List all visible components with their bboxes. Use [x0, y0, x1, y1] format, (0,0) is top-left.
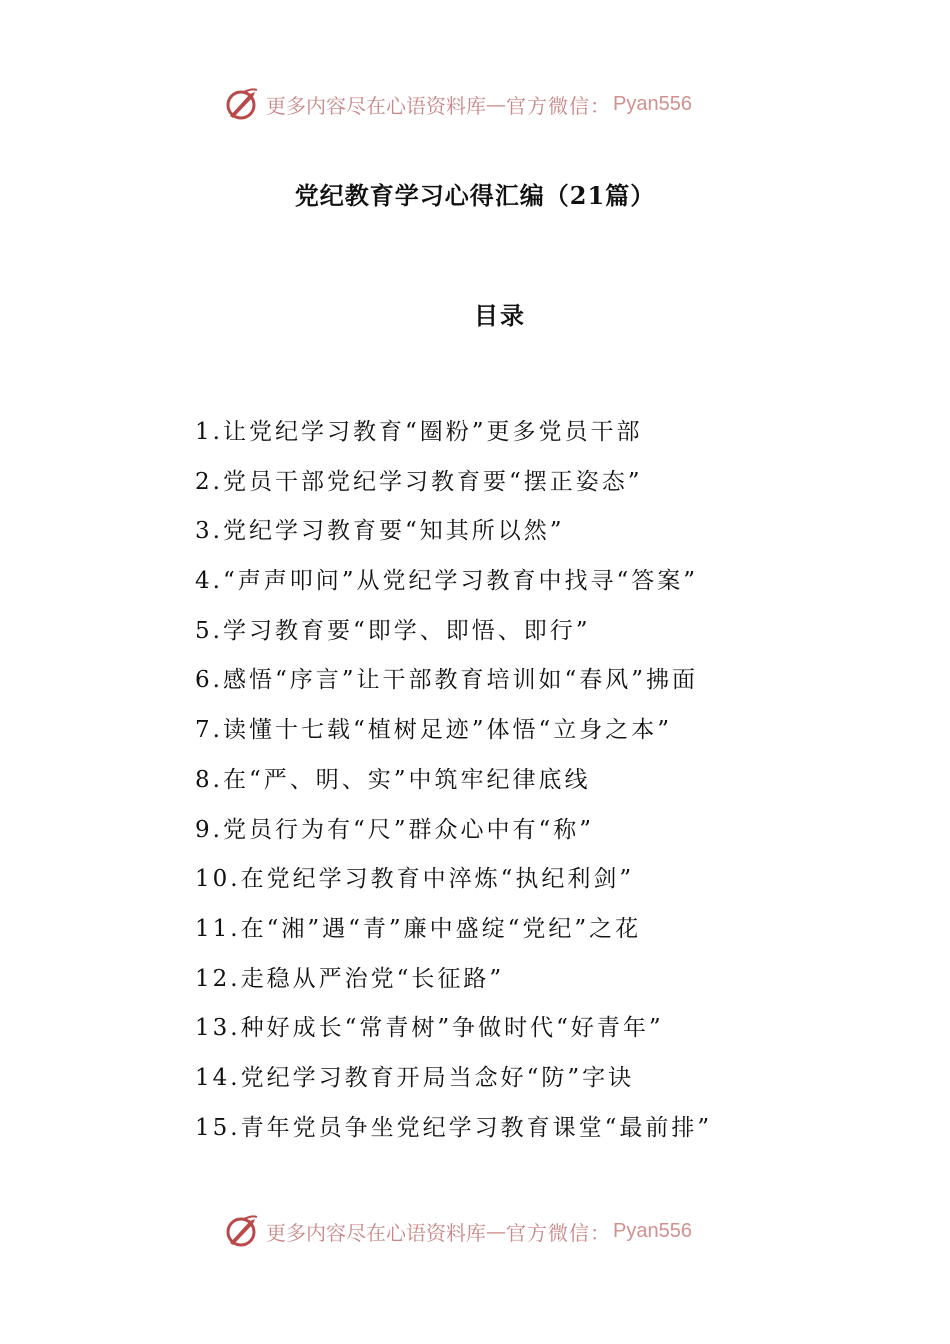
watermark-wechat-label: 官方微信：: [506, 93, 611, 118]
header-watermark: [224, 84, 744, 124]
document-title: 党纪教育学习心得汇编（21篇）: [294, 181, 656, 210]
toc-item: 15.青年党员争坐党纪学习教育课堂“最前排”: [195, 1114, 713, 1141]
toc-item: 9.党员行为有“尺”群众心中有“称”: [195, 816, 594, 843]
toc-item: 10.在党纪学习教育中淬炼“执纪利剑”: [195, 866, 635, 893]
toc-item: 14.党纪学习教育开局当念好“防”字诀: [195, 1064, 635, 1091]
watermark-text: 更多内容尽在心语资料库: [266, 93, 486, 118]
toc-list: [195, 411, 895, 1156]
watermark-wechat-id: Pyan556: [613, 92, 692, 115]
watermark-wechat-label: 官方微信：: [506, 1220, 611, 1245]
toc-item: 12.走稳从严治党“长征路”: [195, 965, 505, 992]
toc-heading: 目录: [474, 301, 526, 330]
toc-item: 11.在“湘”遇“青”廉中盛绽“党纪”之花: [195, 915, 642, 942]
toc-item: 5.学习教育要“即学、即悟、即行”: [195, 617, 591, 644]
watermark-dash: —: [486, 1219, 506, 1243]
watermark-dash: —: [486, 92, 506, 116]
toc-item: 8.在“严、明、实”中筑牢纪律底线: [195, 766, 591, 793]
toc-item: 2.党员干部党纪学习教育要“摆正姿态”: [195, 468, 643, 495]
pen-logo-icon: [224, 1213, 260, 1249]
toc-item: 6.感悟“序言”让干部教育培训如“春风”拂面: [195, 667, 698, 694]
footer-watermark: [224, 1211, 744, 1251]
watermark-text: 更多内容尽在心语资料库: [266, 1220, 486, 1245]
watermark-wechat-id: Pyan556: [613, 1219, 692, 1242]
toc-item: 4.“声声叩问”从党纪学习教育中找寻“答案”: [195, 568, 698, 595]
pen-logo-icon: [224, 86, 260, 122]
toc-item: 3.党纪学习教育要“知其所以然”: [195, 518, 565, 545]
toc-item: 1.让党纪学习教育“圈粉”更多党员干部: [195, 419, 643, 445]
toc-item: 7.读懂十七载“植树足迹”体悟“立身之本”: [195, 717, 672, 744]
toc-item: 13.种好成长“常青树”争做时代“好青年”: [195, 1015, 664, 1042]
